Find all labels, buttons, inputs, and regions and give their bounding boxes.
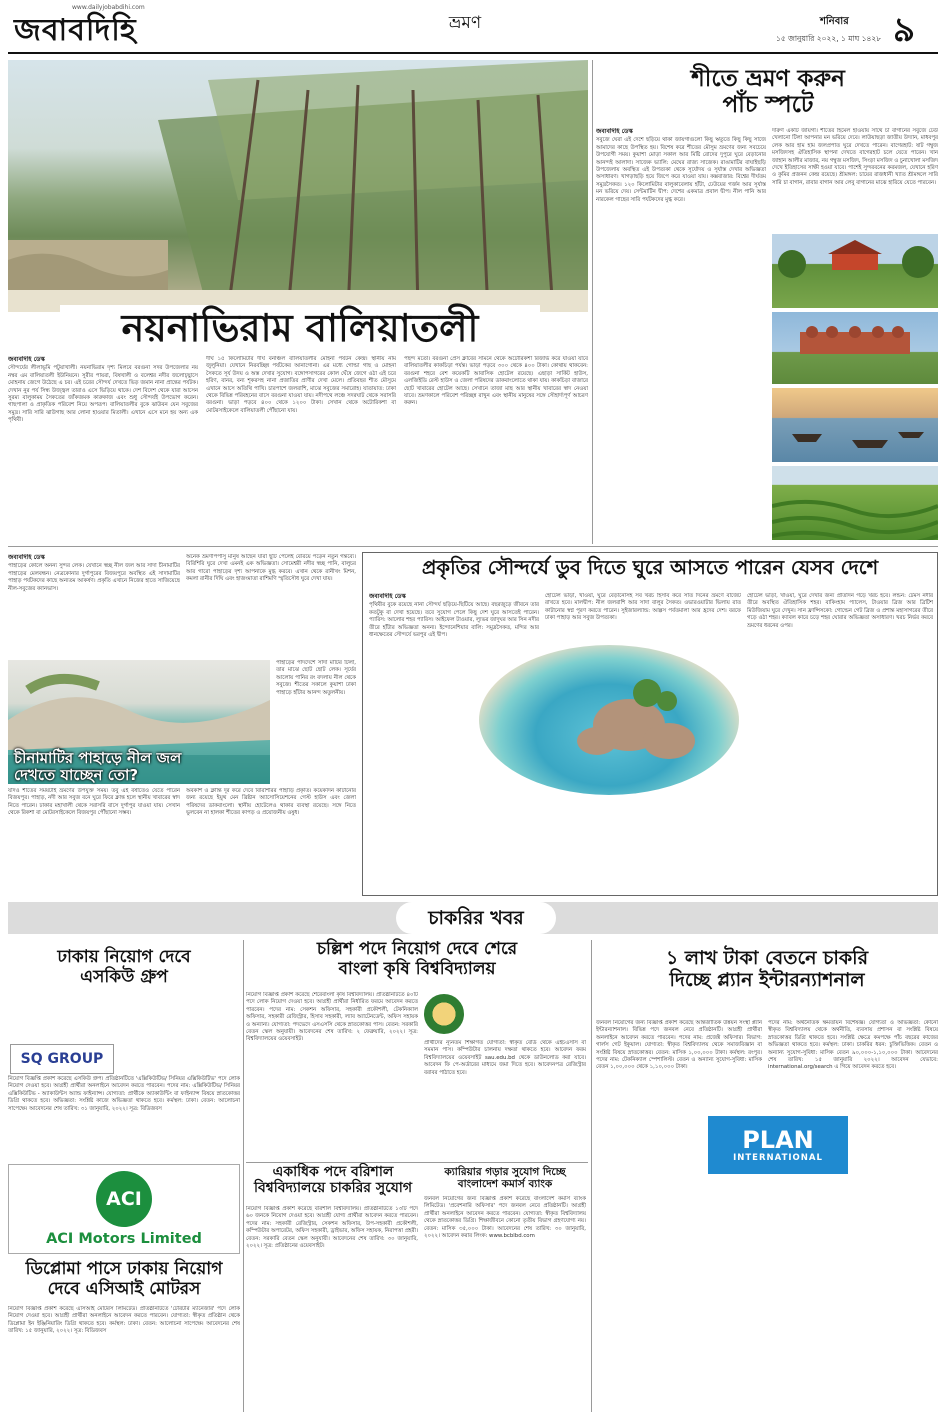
jobs-header-title: চাকরির খবর — [396, 902, 556, 934]
commerce-headline-line2: বাংলাদেশ কমার্স ব্যাংক — [457, 1178, 553, 1191]
sq-headline-line2: এসকিউ গ্রুপ — [80, 966, 168, 987]
sau-body — [246, 992, 418, 1160]
baliatali-col2 — [206, 356, 396, 542]
winter-photo-park — [772, 234, 938, 308]
countries-box — [362, 552, 938, 896]
chinamati-bottom-text: যদিও শীতের সময়টাই ভ্রমণের উপযুক্ত সময়। তবু এই বর্ষাতেও যেতে পারেন বিজয়পুর। পাহাড়, নদী আর সবুজ বনে ঘুরে ফিরে ক্লান্ত হলে স্থানীয় খাবারের স্বাদ নিতে পারেন। ঢাকার মহাখালী থেকে সরাসরি বাসে দুর্গাপুর যাওয়া যায়। সেখান থেকে রিকশা বা মোটরসাইকেলে বিজয়পুর পৌঁছানো সম্ভব। — [8, 788, 180, 817]
column-rule — [592, 60, 593, 544]
sq-body-text: নিয়োগ বিজ্ঞপ্তি প্রকাশ করেছে এসকিউ গ্রুপ। প্রতিষ্ঠানটিতে 'এক্সিকিউটিভ/ সিনিয়র এক্সিকিউটিভ' পদে লোক নিয়োগ দেওয়া হবে। আগ্রহী প্রার্থীরা অনলাইনে আবেদন করতে পারবেন। পদের নাম: এক্সিকিউটিভ/ সিনিয়র এক্সিকিউটিভ - অ্যাকাউন্টস অ্যান্ড ফাইন্যান্স। যোগ্যতা: প্রার্থীকে অ্যাকাউন্টিং বা ফাইন্যান্স বিষয়ে স্নাতকোত্তর ডিগ্রি থাকতে হবে। অভিজ্ঞতা: সংশ্লিষ্ট কাজে অভিজ্ঞতা থাকতে হবে। কর্মস্থল: ঢাকা। বেতন: আলোচনা সাপেক্ষে। আবেদনের শেষ তারিখ: ৩১ জানুয়ারি, ২০২২। সূত্র: বিডিজবস — [8, 1076, 240, 1112]
commerce-body-text: জনবল নিয়োগের জন্য বিজ্ঞপ্তি প্রকাশ করেছে বাংলাদেশ কমার্স ব্যাংক লিমিটেড। 'প্রবেশনারি অফিসার' পদে জনবল নেবে প্রতিষ্ঠানটি। আগ্রহী প্রার্থীরা অনলাইনে আবেদন করতে পারবেন। যোগ্যতা: স্বীকৃত বিশ্ববিদ্যালয় থেকে স্নাতকোত্তর ডিগ্রি। শিক্ষাজীবনে কোনো তৃতীয় বিভাগ গ্রহণযোগ্য নয়। বেতন: মাসিক ৩৫,০০০ টাকা। আবেদনের শেষ তারিখ: ৩০ জানুয়ারি, ২০২২। আবেদন করার লিংক: www.bcblbd.com — [424, 1196, 586, 1240]
chinamati-col3 — [276, 660, 356, 784]
plan-headline — [596, 948, 938, 992]
aci-logo-caption: ACI Motors Limited — [46, 1231, 202, 1247]
winter-text-1: সবুজে ঘেরা এই দেশে ছড়িয়ে থাকা জায়গাগুলো কিছু ঋতুতে কিছু কিছু সাজে আমাদের কাছে উপস্থিত হয়। বিশেষ করে শীতের মৌসুম ভ্রমণের জন্য সবচেয়ে উপযোগী সময়। কুয়াশা মোড়া সকাল আর মিষ্টি রোদের দুপুরে ঘুরে বেড়ানোর আনন্দই আলাদা। সাজেক ভ্যালি: মেঘের রাজ্য সাজেক। রাঙামাটির বাঘাইছড়ি উপজেলায় অবস্থিত এই উপত্যকা থেকে সূর্যোদয় ও সূর্যাস্ত দেখার অভিজ্ঞতা অসাধারণ। খাগড়াছড়ি হয়ে জিপে করে যাওয়া যায়। কক্সবাজার: বিশ্বের দীর্ঘতম সমুদ্রসৈকত। ১২০ কিলোমিটার বালুকাবেলায় হাঁটা, ঢেউয়ের গর্জন আর সূর্যাস্ত মন ভরিয়ে দেয়। সেন্টমার্টিন দ্বীপ: দেশের একমাত্র প্রবাল দ্বীপ। নীল পানি আর নারকেল গাছের সারি পর্যটকদের মুগ্ধ করে। — [596, 137, 766, 203]
winter-photo-beach — [772, 388, 938, 462]
winter-text-2: দারুণ একটি জায়গা। শীতের হিমেল হাওয়ায় সাথে চা বাগানের সবুজে ঢেউ খেলানো টিলা আপনার মন ভরিয়ে দেবে। লাউয়াছড়া জাতীয় উদ্যান, মাধবপুর লেক আর হাম হাম জলপ্রপাত ঘুরে দেখতে পারেন। বাগেরহাট: ষাট গম্বুজ মসজিদসহ ঐতিহাসিক স্থাপনা দেখতে বাগেরহাট চলে যেতে পারেন। খান জাহান আলীর মাজার, নয় গম্বুজ মসজিদ, সিংড়া মসজিদ ও চুনাখোলা মসজিদ দেখে ইতিহাসের সাক্ষী হওয়া যাবে। পাশেই সুন্দরবনের করমজল, যেখানে হরিণ ও কুমির প্রজনন কেন্দ্র রয়েছে। শ্রীমঙ্গল: চায়ের রাজধানী খ্যাত শ্রীমঙ্গলে সারি সারি চা বাগান, রাবার বাগান আর লেবু বাগানের মাঝে হারিয়ে যেতে পারবেন। — [772, 128, 938, 186]
barishal-headline-line2: বিশ্ববিদ্যালয়ে চাকরির সুযোগ — [253, 1180, 413, 1197]
commerce-body — [424, 1196, 586, 1412]
aci-logo-mark — [96, 1171, 152, 1227]
sau-headline — [248, 940, 586, 979]
jobs-rule-3 — [246, 1162, 588, 1163]
baliatali-col3 — [404, 356, 588, 542]
chinamati-text-2: অনেক ভ্রমণপিপাসু মানুষ আছেন যারা ছুটি পেলেই বেরিয়ে পড়েন নতুন গন্তব্যে। বিরিশিরি ঘুরে দেখা এমনই এক অভিজ্ঞতা। সোমেশ্বরী নদীর স্বচ্ছ পানি, বালুচর আর গারো পাহাড়ের দৃশ্য আপনাকে মুগ্ধ করবে। এখান থেকে রানীখং মিশন, কমলা রানীর দিঘি এবং হাজংমাতা রাশিমণি স্মৃতিসৌধ ঘুরে দেখা যায়। — [186, 554, 356, 583]
chinamati-intro — [8, 554, 180, 658]
plan-headline-line2: দিচ্ছে প্ল্যান ইন্টারন্যাশনাল — [669, 968, 865, 991]
countries-col3 — [747, 593, 933, 893]
sau-university-logo — [424, 994, 464, 1034]
winter-photo-mosque — [772, 312, 938, 384]
sq-body — [8, 1000, 240, 1158]
jobs-rule-2 — [591, 940, 592, 1412]
sau-body-text: নিয়োগ বিজ্ঞপ্তি প্রকাশ করেছে শেরেবাংলা কৃষি বিশ্ববিদ্যালয়। প্রতিষ্ঠানটিতে ৪০টি পদে লোক নিয়োগ দেওয়া হবে। আগ্রহী প্রার্থীরা নির্ধারিত ফরমে আবেদন করতে পারবেন। পদের নাম: সেকশন অফিসার, সহকারী প্রকৌশলী, টেকনিক্যাল অফিসার, সহকারী রেজিস্ট্রার, হিসাব সহকারী, ল্যাব অ্যাটেনডেন্ট, অফিস সহায়ক ও অন্যান্য। যোগ্যতা: পদভেদে এসএসসি থেকে স্নাতকোত্তর পাস। বেতন: সরকারি বেতন স্কেল অনুযায়ী। আবেদনের শেষ তারিখ: ২ ফেব্রুয়ারি, ২০২২। সূত্র: বিশ্ববিদ্যালয়ের ওয়েবসাইট। — [246, 992, 418, 1043]
countries-text-3: হোটেল ভাড়া, খাওয়া, ঘুরে দেখার জন্য প্রতিদিন গড়ে খরচ হবে। লন্ডন: টেমস নদীর তীরে অবস্থিত ঐতিহাসিক শহর। বাকিংহাম প্যালেস, টাওয়ার ব্রিজ আর ব্রিটিশ মিউজিয়াম ঘুরে দেখুন। সান ফ্রান্সিসকো: গোল্ডেন গেট ব্রিজ ও প্রশান্ত মহাসাগরের তীরে গড়ে ওঠা শহর। ক্যাবল কারে চড়ে শহর ঘোরার অভিজ্ঞতা অসাধারণ। খরচ নির্ভর করবে ভ্রমণের ধরনের ওপর। — [747, 593, 933, 629]
countries-col2 — [545, 593, 741, 651]
plan-col1 — [596, 1020, 762, 1412]
plan-headline-line1: ১ লাখ টাকা বেতনে চাকরি — [665, 947, 869, 969]
website-url: www.dailyjobabdihi.com — [72, 4, 145, 11]
baliatali-headline: নয়নাভিরাম বালিয়াতলী — [60, 305, 540, 353]
chinamati-headline-line1: চীনামাটির পাহাড়ে নীল জল — [14, 749, 182, 767]
winter-col2 — [772, 128, 938, 230]
sau-body-text-2: প্রার্থীদের ন্যূনতম শিক্ষাগত যোগ্যতা: স্বীকৃত বোর্ড থেকে এইচএসসি বা সমমান পাস। কম্পিউটার চালনায় দক্ষতা থাকতে হবে। আবেদন ফরম বিশ্ববিদ্যালয়ের ওয়েবসাইট sau.edu.bd থেকে ডাউনলোড করা যাবে। আবেদন ফি পে-অর্ডারের মাধ্যমে জমা দিতে হবে। আবেদনপত্র রেজিস্ট্রার বরাবর পাঠাতে হবে। — [424, 1040, 586, 1076]
sq-headline-line1: ঢাকায় নিয়োগ দেবে — [57, 947, 191, 967]
countries-text-2: হোটেল ভাড়া, খাওয়া, ঘুরে বেড়ানোসহ সব খরচ হিসাব করে সাত দিনের ভ্রমণে বাজেট রাখতে হবে। মালদ্বীপ: নীল জলরাশি আর সাদা বালুর সৈকত। ওভারওয়াটার ভিলায় রাত কাটানোর স্বপ্ন পূরণ করতে পারেন। সুইজারল্যান্ড: আল্পস পর্বতমালা আর হ্রদের দেশ। বরফে ঢাকা পাহাড় আর সবুজ উপত্যকা। — [545, 593, 741, 622]
chinamati-byline: জবাবদিহি ডেস্ক — [8, 554, 45, 561]
section-title: ভ্রমণ — [448, 13, 482, 33]
barishal-body-text: নিয়োগ বিজ্ঞপ্তি প্রকাশ করেছে বরিশাল বিশ্ববিদ্যালয়। প্রতিষ্ঠানটিতে ১৩টি পদে ৬০ জনকে নিয়োগ দেওয়া হবে। আগ্রহী যোগ্য প্রার্থীরা আবেদন করতে পারবেন। পদের নাম: সহকারী রেজিস্ট্রার, সেকশন অফিসার, উপ-সহকারী প্রকৌশলী, কম্পিউটার অপারেটর, অফিস সহকারী, ড্রাইভার, অফিস সহায়ক, নিরাপত্তা প্রহরী। বেতন: সরকারি বেতন স্কেল অনুযায়ী। আবেদনের শেষ তারিখ: ৩০ জানুয়ারি, ২০২২। সূত্র: প্রতিষ্ঠানের ওয়েবসাইট। — [246, 1206, 418, 1250]
baliatali-photo — [8, 60, 588, 312]
commerce-headline — [424, 1166, 586, 1190]
winter-byline: জবাবদিহি ডেস্ক — [596, 128, 633, 135]
masthead — [0, 0, 945, 58]
sau-body-2 — [424, 1040, 586, 1160]
baliatali-text-1: সৌন্দর্যের লীলাভূমি পটুয়াখালী। নয়নাভিরাম দৃশ্য মিলবে বরগুনা সদর উপজেলার নয় নম্বর এম বালিয়াতলী ইউনিয়নে। সুরীর পায়রা, বিষখালী ও বলেশ্বর নদীর জলোচ্ছ্বাসে মোহনায় জেগে উঠেছে এ চর। এই চরের সৌন্দর্য দেখতে ভিড় জমান নানা প্রান্তের পর্যটক। দেখান নুর পর্য সিন্ধ উজ্জ্বল তারাও এসে ভিড়িয়ে থাকে। দেশ বিদেশ থেকে যারা আসেন সুরম্য বালুকাময় সৈকতের জাঁকজমক কারুকাজ এবং শুধু সৌন্দর্যই উপভোগ করেন। গাছপালা ও প্রাকৃতিক পরিবেশ নিয়ে অপরূপ। বালিয়াতলীর বুকে ঝাউবন যেন সবুজের সমুদ্র। সারি সারি ঝাউগাছ আর লোনা হাওয়ার মিতালী। এখানে এসে মনে হয় অন্য এক পৃথিবী। — [8, 365, 198, 424]
aci-logo — [8, 1164, 240, 1254]
jobs-rule-1 — [243, 940, 244, 1412]
plan-logo-line2: INTERNATIONAL — [733, 1153, 823, 1163]
winter-photo-tea-garden — [772, 466, 938, 540]
baliatali-byline: জবাবদিহি ডেস্ক — [8, 356, 45, 363]
baliatali-text-2: দীর্ঘ ১৫ কিলোমিটার দীর্ঘ বনাঞ্চল বালিয়াতলীর মোহনা পর্যটন কেন্দ্র। স্থানীয় নাম জুলুনিয়া। যেখানে নিরবচ্ছিন্ন পর্যটকের আনাগোনা। এর মধ্যে গোল্ডা গাছ ও মোহনা সৈকতে সূর্য উদয় ও অস্ত দেখার সুযোগ। বঙ্গোপসাগরের কোল ঘেঁষে জেগে ওঠা এই চরে হরিণ, বানর, বন্য শূকরসহ নানা প্রজাতির প্রাণীর দেখা মেলে। প্রতিবছর শীত মৌসুমে এখানে আসে অতিথি পাখি। চারপাশে জলরাশি, মাঝে সবুজের সমারোহ। যাতায়াত: ঢাকা থেকে বিভিন্ন পরিবহনের বাসে বরগুনা যাওয়া যায়। নদীপথে লঞ্চে সদরঘাট থেকে সরাসরি বরগুনা। ভাড়া পড়বে ৪০০ থেকে ১২০০ টাকা। সেখান থেকে অটোরিকশা বা মোটরসাইকেলে বালিয়াতলী পৌঁছানো যায়। — [206, 356, 396, 414]
plan-logo-line1: PLAN — [742, 1126, 814, 1154]
barishal-body — [246, 1206, 418, 1412]
aci-logo-text: ACI — [106, 1188, 142, 1210]
plan-col2 — [768, 1020, 938, 1412]
countries-headline: প্রকৃতির সৌন্দর্যে ডুব দিতে ঘুরে আসতে পারেন যেসব দেশে — [421, 556, 879, 579]
issue-day: শনিবার — [820, 16, 849, 27]
masthead-rule — [8, 52, 938, 54]
commerce-headline-line1: ক্যারিয়ার গড়ার সুযোগ দিচ্ছে — [444, 1166, 566, 1178]
countries-text-1: পৃথিবীর বুকে রয়েছে নানা সৌন্দর্য ছড়িয়ে-ছিটিয়ে আছে। বছরজুড়ে জীবনে তার কতটুকু বা দেখা হয়েছে। তবে সুযোগ পেলে কিছু দেশ ঘুরে আসতেই পারেন। প্যারিস: আলোর শহর প্যারিস। আইফেল টাওয়ার, ল্যুভর জাদুঘর আর সিন নদীর তীরে হাঁটার অভিজ্ঞতা অনন্য। ইন্দোনেশিয়ার বালি: সমুদ্রসৈকত, মন্দির আর ধানক্ষেতের সৌন্দর্যে ভরপুর এই দ্বীপ। — [369, 602, 539, 639]
countries-photo — [479, 645, 739, 795]
sau-headline-line2: বাংলা কৃষি বিশ্ববিদ্যালয় — [338, 958, 496, 979]
aci-headline-line2: দেবে এসিআই মোটরস — [47, 1278, 201, 1299]
baliatali-text-3: পছন্দ মতো। বরগুনা প্রেস ক্লাবের সামনে থেকে অটোরিকশা রিজার্ভ করে যাওয়া যাবে বালিয়াতলীর কাকচিড়া পর্যন্ত। ভাড়া পড়বে ৩০০ থেকে ৪০০ টাকা। কোথায় থাকবেন: বরগুনা শহরে বেশ কয়েকটি আবাসিক হোটেল রয়েছে। এছাড়া সার্কিট হাউস, এলজিইডি রেস্ট হাউস ও জেলা পরিষদের ডাকবাংলোতে থাকা যায়। কাকচিড়া বাজারে ছোট খাবারের হোটেল আছে। সেখানে তাজা মাছ আর স্থানীয় খাবারের স্বাদ নেওয়া যাবে। ভ্রমণকালে পরিবেশ পরিচ্ছন্ন রাখুন এবং স্থানীয় মানুষের সঙ্গে সৌহার্দ্যপূর্ণ আচরণ করুন। — [404, 356, 588, 407]
winter-headline-line2: পাঁচ স্পটে — [722, 92, 814, 119]
newspaper-logo: জবাবদিহি — [14, 13, 137, 48]
aci-body — [8, 1306, 240, 1412]
plan-col2-text: পদের নাম: অর্থনৈতিক ক্ষমতায়ন বিশেষজ্ঞ। যোগ্যতা ও অভিজ্ঞতা: কোনো স্বীকৃত বিশ্ববিদ্যালয় থেকে অর্থনীতি, ব্যবসায় প্রশাসন বা সংশ্লিষ্ট বিষয়ে স্নাতকোত্তর ডিগ্রি থাকতে হবে। সংশ্লিষ্ট ক্ষেত্রে কমপক্ষে পাঁচ বছরের কাজের অভিজ্ঞতা থাকতে হবে। কর্মস্থল: ঢাকা। চাকরির ধরন: চুক্তিভিত্তিক। বেতন ও অন্যান্য সুযোগ-সুবিধা: মাসিক বেতন ৯০,০০০-১,১০,০০০ টাকা। আবেদনের শেষ তারিখ: ১৫ জানুয়ারি ২০২২। আবেদন যেভাবে: international.org/search এ গিয়ে আবেদন করতে হবে। — [768, 1020, 938, 1071]
plan-col1-text: জনবল নিয়োগের জন্য বিজ্ঞপ্তি প্রকাশ করেছে আন্তর্জাতিক উন্নয়ন সংস্থা প্ল্যান ইন্টারন্যাশনাল। বিভিন্ন পদে জনবল নেবে প্রতিষ্ঠানটি। আগ্রহী প্রার্থীরা অনলাইনে আবেদন করতে পারবেন। পদের নাম: প্রজেক্ট অফিসার। বিভাগ: গার্লস গেট ইকুয়াল। যোগ্যতা: স্বীকৃত বিশ্ববিদ্যালয় থেকে সমাজবিজ্ঞান বা সংশ্লিষ্ট বিষয়ে স্নাতকোত্তর। বেতন: মাসিক ১,০০,০০০ টাকা। কর্মস্থল: রংপুর। পদের নাম: টেকনিক্যাল স্পেশালিস্ট। বেতন ও অন্যান্য সুযোগ-সুবিধা: মাসিক বেতন ১,০০,০০০ থেকে ১,১০,০০০ টাকা। — [596, 1020, 762, 1071]
issue-date: ১৫ জানুয়ারি ২০২২, ১ মাঘ ১৪২৮ — [776, 34, 882, 43]
countries-byline: জবাবদিহি ডেস্ক — [369, 593, 406, 600]
section-rule — [8, 546, 938, 547]
barishal-headline — [248, 1164, 418, 1196]
chinamati-headline-line2: দেখতে যাচ্ছেন তো? — [14, 766, 139, 785]
chinamati-col2 — [186, 554, 356, 658]
chinamati-headline — [14, 750, 264, 785]
chinamati-intro-text: পাহাড়ের কোলে অনন্য সুন্দর লেক। যেখানে স্বচ্ছ নীল জল আর সাদা চীনামাটির পাহাড়ের মেলবন্ধন। নেত্রকোনার দুর্গাপুরের বিজয়পুরে অবস্থিত এই সাদামাটির পাহাড় পর্যটকদের কাছে অন্যতম আকর্ষণ। প্রকৃতি এখানে নিজের হাতে সাজিয়েছে নীল-সবুজের ক্যানভাস। — [8, 563, 180, 592]
baliatali-col1 — [8, 356, 198, 542]
aci-headline-line1: ডিপ্লোমা পাসে ঢাকায় নিয়োগ — [25, 1259, 223, 1279]
sau-headline-line1: চল্লিশ পদে নিয়োগ দেবে শেরে — [316, 939, 518, 959]
chinamati-text-3: পাহাড়ের পাদদেশে সাদা মাটির টিলা, তার মাঝে ছোট ছোট লেক। সূর্যের আলোয় পানির রং বদলায় নীল থেকে সবুজে। শীতের সকালে কুয়াশা ঢাকা পাহাড়ে হাঁটার আনন্দ অতুলনীয়। — [276, 660, 356, 696]
winter-headline-line1: শীতে ভ্রমণ করুন — [691, 66, 845, 92]
aci-headline — [8, 1260, 240, 1299]
chinamati-bottom — [8, 788, 180, 894]
sq-group-logo-text: SQ GROUP — [20, 1051, 104, 1067]
sq-headline — [8, 948, 240, 987]
winter-col1 — [596, 128, 766, 540]
chinamati-bottom2 — [186, 788, 356, 894]
aci-body-text: নিয়োগ বিজ্ঞপ্তি প্রকাশ করেছে এসিআই মোটরস লিমিটেড। প্রতিষ্ঠানটিতে 'টেরিটরি ম্যানেজার' পদে লোক নিয়োগ দেওয়া হবে। আগ্রহী প্রার্থীরা অনলাইনে আবেদন করতে পারবেন। যোগ্যতা: স্বীকৃত প্রতিষ্ঠান থেকে ডিপ্লোমা ইন ইঞ্জিনিয়ারিং ডিগ্রি থাকতে হবে। কর্মস্থল: ঢাকা। বেতন: আলোচনা সাপেক্ষে। আবেদনের শেষ তারিখ: ১৫ জানুয়ারি, ২০২২। সূত্র: বিডিজবস — [8, 1306, 240, 1335]
chinamati-bottom-text-2: অবকাশ ও ক্লান্তি দূর করে দেবে বিরিশিরির পাহাড়ি প্রকৃতি। কয়েকদিন কাটানোর জন্য রয়েছে ইয়ুথ মেন খ্রিষ্টান অ্যাসোসিয়েশনের গেস্ট হাউস এবং জেলা পরিষদের ডাকবাংলো। স্থানীয় হোটেলেও থাকার ব্যবস্থা রয়েছে। সঙ্গে নিতে ভুলবেন না হালকা শীতের কাপড় ও প্রয়োজনীয় ওষুধ। — [186, 788, 356, 817]
barishal-headline-line1: একাধিক পদে বরিশাল — [272, 1164, 394, 1180]
winter-headline — [598, 66, 938, 119]
page-number: ৯ — [893, 10, 916, 50]
